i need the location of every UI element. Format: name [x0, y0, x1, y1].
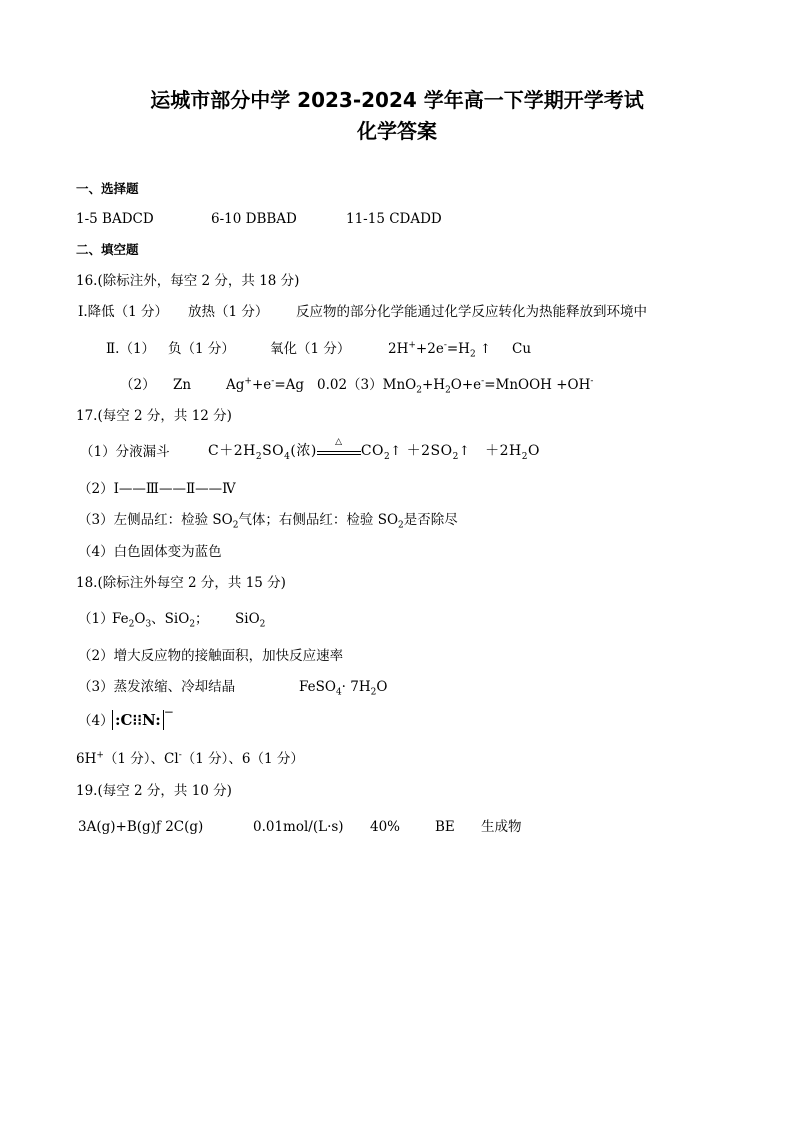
q16-part2-equation: $2H^++2e^-=H_2$ ↑: [388, 340, 491, 360]
q19-rate: 0.01mol/(L·s): [253, 819, 344, 835]
q16-part2-label: Ⅱ.（1）: [106, 341, 156, 357]
cyanide-electron-formula: :C⁝⁝N: −: [112, 710, 174, 730]
q18-a5: 6H+（1 分）、Cl-（1 分）、6（1 分）: [76, 750, 304, 767]
section-heading-fill: 二、填空题: [76, 242, 139, 257]
q16-part3-equation: Ag++e-=Ag: [226, 376, 305, 393]
gas-up-arrow-icon: ↑: [390, 444, 402, 459]
q16-header: 16.(除标注外，每空 2 分，共 18 分): [76, 273, 300, 289]
q16-part2-a: 负（1 分）: [168, 341, 235, 357]
q16-part3-label: （2）: [120, 377, 156, 393]
q16-part1-a: Ⅰ.降低（1 分）: [78, 304, 169, 320]
q19-equation: 3A(g)+B(g)ƒ 2C(g): [78, 819, 204, 835]
q17-a4: （4）白色固体变为蓝色: [78, 544, 222, 560]
q18-a3-label: （3）蒸发浓缩、冷却结晶: [78, 679, 236, 695]
q16-part2-d: Cu: [512, 341, 532, 357]
gas-up-arrow-icon: ↑: [458, 444, 471, 459]
q16-part3-b: $0.02(3)MnO_2+H_2O+e^-=MnOOH +OH^-$: [317, 376, 594, 396]
q17-reaction-equation: $C+2H_2SO_4$(浓) △ $CO_2↑$ $+2SO_2↑$ $+2H_2O$: [208, 442, 540, 461]
answers-6-10: 6-10 DBBAD: [211, 211, 297, 227]
q16-part2-b: 氧化（1 分）: [270, 341, 351, 357]
answers-11-15: 11-15 CDADD: [346, 211, 442, 227]
q19-header: 19.(每空 2 分，共 10 分): [76, 783, 232, 799]
answers-1-5: 1-5 BADCD: [76, 211, 154, 227]
gas-up-arrow-icon: ↑: [479, 342, 491, 357]
q18-a1-label: （1）: [78, 611, 114, 627]
heat-triangle-icon: △: [335, 437, 343, 447]
q18-a1-oxides: $Fe_2O_3$、SiO$_2$；: [112, 611, 209, 630]
q18-a3-formula: FeSO$_4$· $7H_2O$: [299, 679, 388, 698]
section-heading-choice: 一、选择题: [76, 181, 139, 196]
heat-condition-sign: [317, 437, 361, 455]
q19-be: BE: [435, 819, 455, 835]
q18-header: 18.(除标注外每空 2 分，共 15 分): [76, 575, 286, 591]
q16-part1-c: 反应物的部分化学能通过化学反应转化为热能释放到环境中: [296, 304, 647, 320]
q17-a3: （3）左侧品红：检验 $SO_2$气体；右侧品红：检验 $SO_2$是否除尽: [78, 512, 458, 531]
q17-a2: （2）Ⅰ——Ⅲ——Ⅱ——Ⅳ: [78, 481, 236, 497]
q16-part1-b: 放热（1 分）: [188, 304, 269, 320]
document-title: 运城市部分中学 2023-2024 学年高一下学期开学考试: [150, 88, 644, 112]
q19-percentage: 40%: [370, 819, 401, 835]
q17-a1-label: （1）分液漏斗: [80, 444, 170, 460]
q18-a4-label: （4）: [78, 713, 114, 729]
document-subtitle: 化学答案: [357, 119, 437, 143]
q16-part3-a: Zn: [173, 377, 192, 393]
q18-a2: （2）增大反应物的接触面积，加快反应速率: [78, 648, 344, 664]
q17-header: 17.(每空 2 分，共 12 分): [76, 408, 232, 424]
q18-a1-b: SiO$_2$: [235, 611, 266, 630]
q19-product: 生成物: [481, 819, 522, 835]
